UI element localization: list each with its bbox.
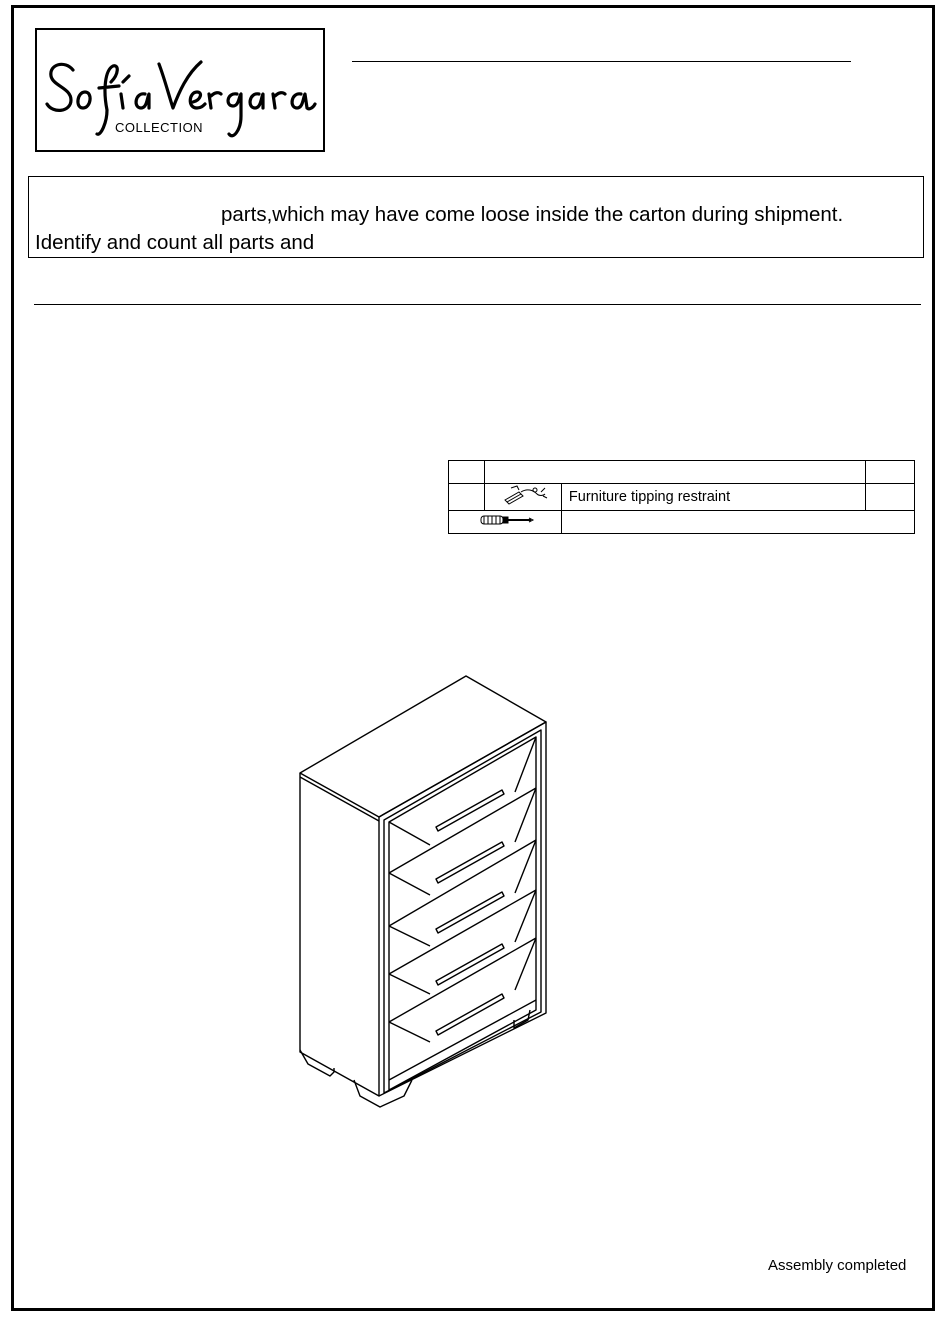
notice-line-2: Identify and count all parts and <box>35 231 315 254</box>
table-row <box>449 461 915 484</box>
table-cell <box>561 511 914 534</box>
title-line <box>352 61 851 62</box>
table-row <box>449 511 915 534</box>
table-cell <box>866 484 915 511</box>
logo-script-icon <box>37 30 327 154</box>
notice-line-1: parts,which may have come loose inside the carton during shipment. <box>221 203 844 226</box>
logo-collection-label: COLLECTION <box>115 120 204 135</box>
chest-of-drawers-illustration <box>280 660 570 1130</box>
table-cell <box>484 461 865 484</box>
table-cell <box>866 461 915 484</box>
table-row <box>449 484 915 511</box>
parts-table <box>448 460 915 534</box>
section-divider <box>34 304 921 305</box>
tipping-restraint-icon <box>484 484 561 511</box>
notice-box <box>28 176 924 258</box>
table-cell <box>449 461 485 484</box>
table-cell <box>449 484 485 511</box>
brand-logo <box>35 28 325 152</box>
part-name-cell: Furniture tipping restraint <box>561 484 865 511</box>
screwdriver-icon <box>449 511 562 534</box>
assembly-status-text: Assembly completed <box>768 1257 907 1274</box>
